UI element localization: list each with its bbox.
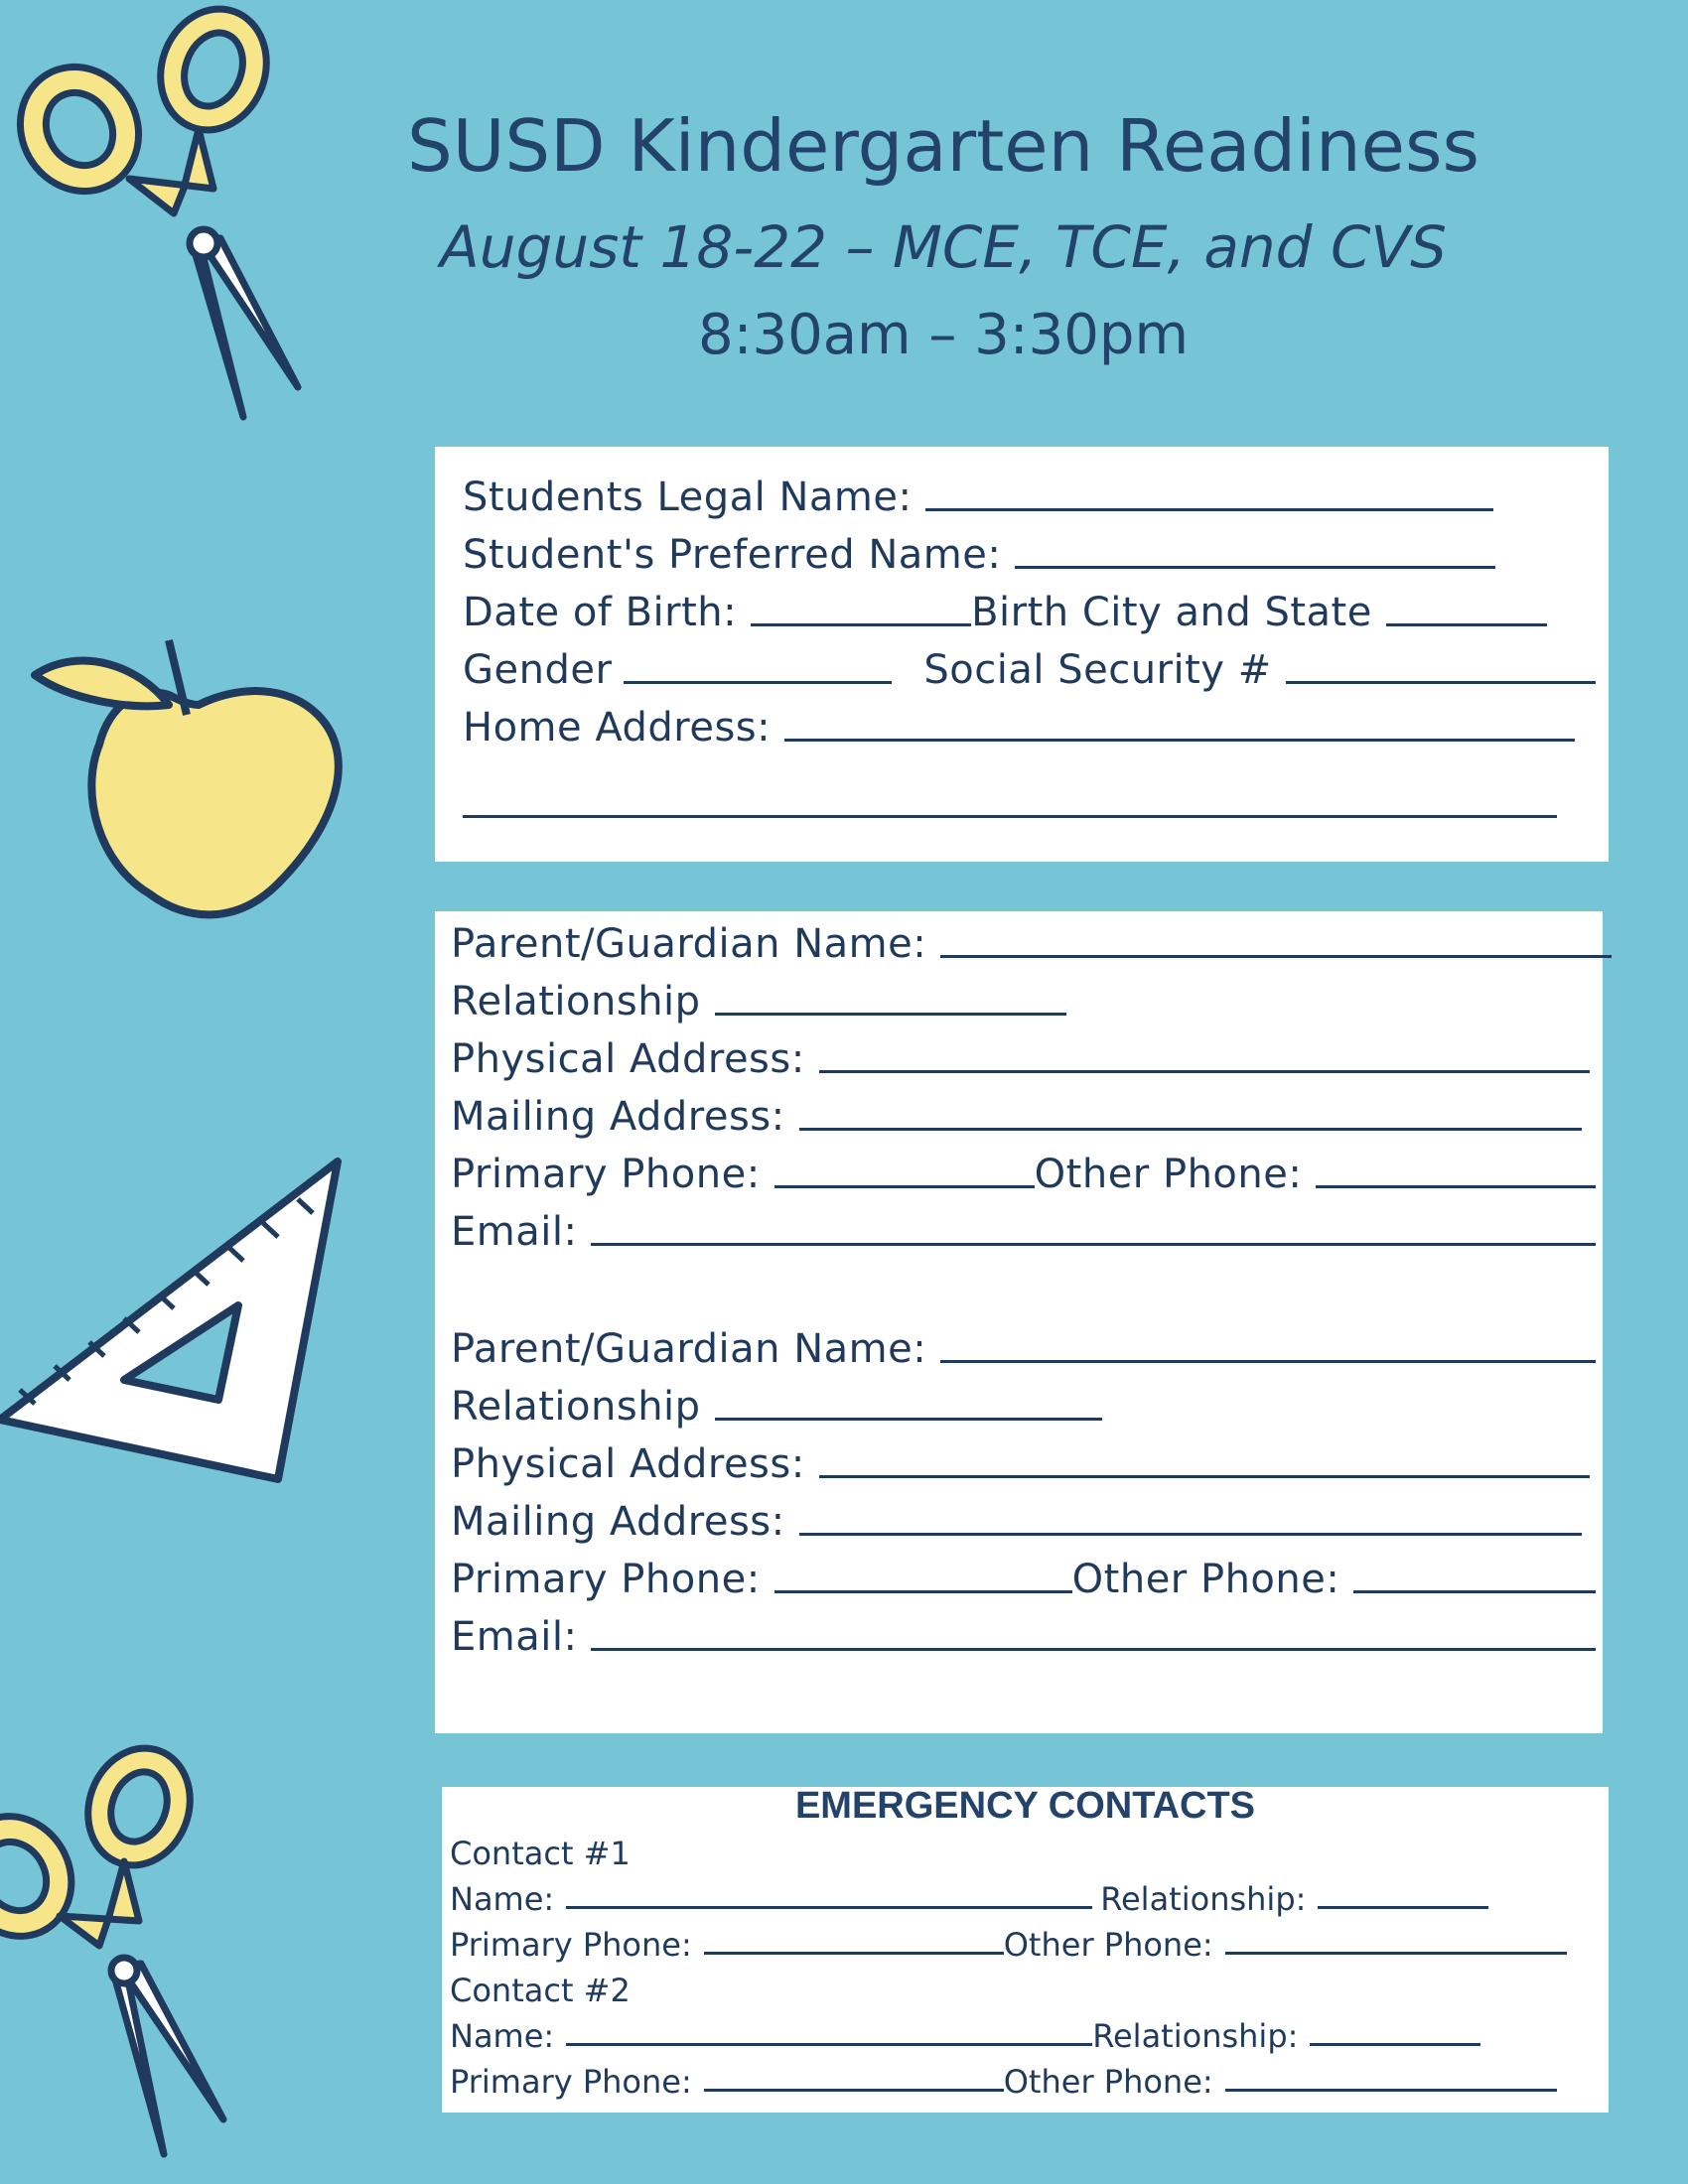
- contact1-name-field[interactable]: [566, 1905, 1092, 1909]
- guardian1-relationship-label: Relationship: [451, 979, 701, 1024]
- scissors-icon: [0, 1737, 258, 2174]
- legal-name-field[interactable]: [925, 507, 1493, 511]
- guardian1-email-label: Email:: [451, 1209, 578, 1255]
- guardian2-mailing-label: Mailing Address:: [451, 1499, 785, 1545]
- home-address-label: Home Address:: [463, 705, 772, 751]
- guardian1-other-phone-field[interactable]: [1316, 1184, 1596, 1188]
- time-range: 8:30am – 3:30pm: [697, 303, 1190, 367]
- guardian1-relationship-field[interactable]: [715, 1012, 1066, 1016]
- ssn-label: Social Security #: [923, 647, 1272, 693]
- contact1-name-label: Name:: [450, 1880, 555, 1918]
- guardian1-other-phone-label: Other Phone:: [1034, 1152, 1303, 1197]
- guardian2-physical-label: Physical Address:: [451, 1441, 805, 1487]
- preferred-name-label: Student's Preferred Name:: [463, 532, 1002, 578]
- guardian2-other-phone-field[interactable]: [1353, 1589, 1596, 1593]
- emergency-contacts-heading: EMERGENCY CONTACTS: [794, 1785, 1256, 1827]
- guardian2-name-field[interactable]: [940, 1359, 1596, 1363]
- legal-name-label: Students Legal Name:: [463, 475, 913, 520]
- guardian1-primary-phone-label: Primary Phone:: [451, 1152, 761, 1197]
- home-address-line-2[interactable]: [463, 814, 1557, 818]
- guardian2-mailing-field[interactable]: [799, 1532, 1582, 1536]
- gender-label: Gender: [463, 647, 613, 693]
- contact2-other-phone-field[interactable]: [1225, 2088, 1557, 2092]
- guardian1-mailing-label: Mailing Address:: [451, 1094, 785, 1140]
- page-title: SUSD Kindergarten Readiness: [407, 104, 1479, 188]
- ssn-field[interactable]: [1286, 680, 1596, 684]
- student-info-panel: [435, 447, 1609, 862]
- guardian2-primary-phone-label: Primary Phone:: [451, 1557, 761, 1602]
- contact2-heading: Contact #2: [450, 1972, 631, 2009]
- set-square-icon: [0, 1152, 348, 1489]
- dob-label: Date of Birth:: [463, 590, 738, 635]
- contact2-primary-phone-label: Primary Phone:: [450, 2063, 692, 2101]
- contact2-relationship-label: Relationship:: [1092, 2017, 1299, 2055]
- contact2-name-field[interactable]: [566, 2042, 1092, 2046]
- birth-city-field[interactable]: [1386, 622, 1547, 626]
- gender-field[interactable]: [624, 680, 892, 684]
- preferred-name-field[interactable]: [1015, 565, 1495, 569]
- home-address-field[interactable]: [784, 738, 1575, 742]
- guardian1-name-label: Parent/Guardian Name:: [451, 921, 927, 967]
- contact1-primary-phone-field[interactable]: [704, 1951, 1004, 1955]
- guardian1-physical-label: Physical Address:: [451, 1036, 805, 1082]
- guardian1-primary-phone-field[interactable]: [774, 1184, 1035, 1188]
- dob-field[interactable]: [751, 622, 971, 626]
- contact2-other-phone-label: Other Phone:: [1003, 2063, 1213, 2101]
- emergency-contacts-panel: [442, 1787, 1609, 2113]
- guardian1-mailing-field[interactable]: [799, 1127, 1582, 1131]
- guardian2-physical-field[interactable]: [819, 1474, 1590, 1478]
- guardian2-primary-phone-field[interactable]: [774, 1589, 1072, 1593]
- guardian2-name-label: Parent/Guardian Name:: [451, 1326, 927, 1372]
- guardian1-email-field[interactable]: [591, 1242, 1596, 1246]
- guardian2-relationship-field[interactable]: [715, 1417, 1102, 1421]
- birth-city-label: Birth City and State: [971, 590, 1372, 635]
- contact1-other-phone-label: Other Phone:: [1003, 1926, 1213, 1964]
- guardian2-relationship-label: Relationship: [451, 1384, 701, 1430]
- contact2-relationship-field[interactable]: [1310, 2042, 1480, 2046]
- dates-subtitle: August 18-22 – MCE, TCE, and CVS: [440, 213, 1447, 281]
- guardian2-other-phone-label: Other Phone:: [1071, 1557, 1340, 1602]
- guardian1-name-field[interactable]: [940, 954, 1612, 958]
- guardian1-physical-field[interactable]: [819, 1069, 1590, 1073]
- contact1-relationship-field[interactable]: [1318, 1905, 1488, 1909]
- guardian2-email-field[interactable]: [591, 1647, 1596, 1651]
- guardian2-email-label: Email:: [451, 1614, 578, 1660]
- contact1-other-phone-field[interactable]: [1225, 1951, 1567, 1955]
- contact1-primary-phone-label: Primary Phone:: [450, 1926, 692, 1964]
- contact2-primary-phone-field[interactable]: [704, 2088, 1004, 2092]
- contact1-relationship-label: Relationship:: [1100, 1880, 1307, 1918]
- guardian-info-panel: [435, 911, 1603, 1733]
- contact2-name-label: Name:: [450, 2017, 555, 2055]
- apple-icon: [20, 625, 377, 943]
- contact1-heading: Contact #1: [450, 1835, 631, 1872]
